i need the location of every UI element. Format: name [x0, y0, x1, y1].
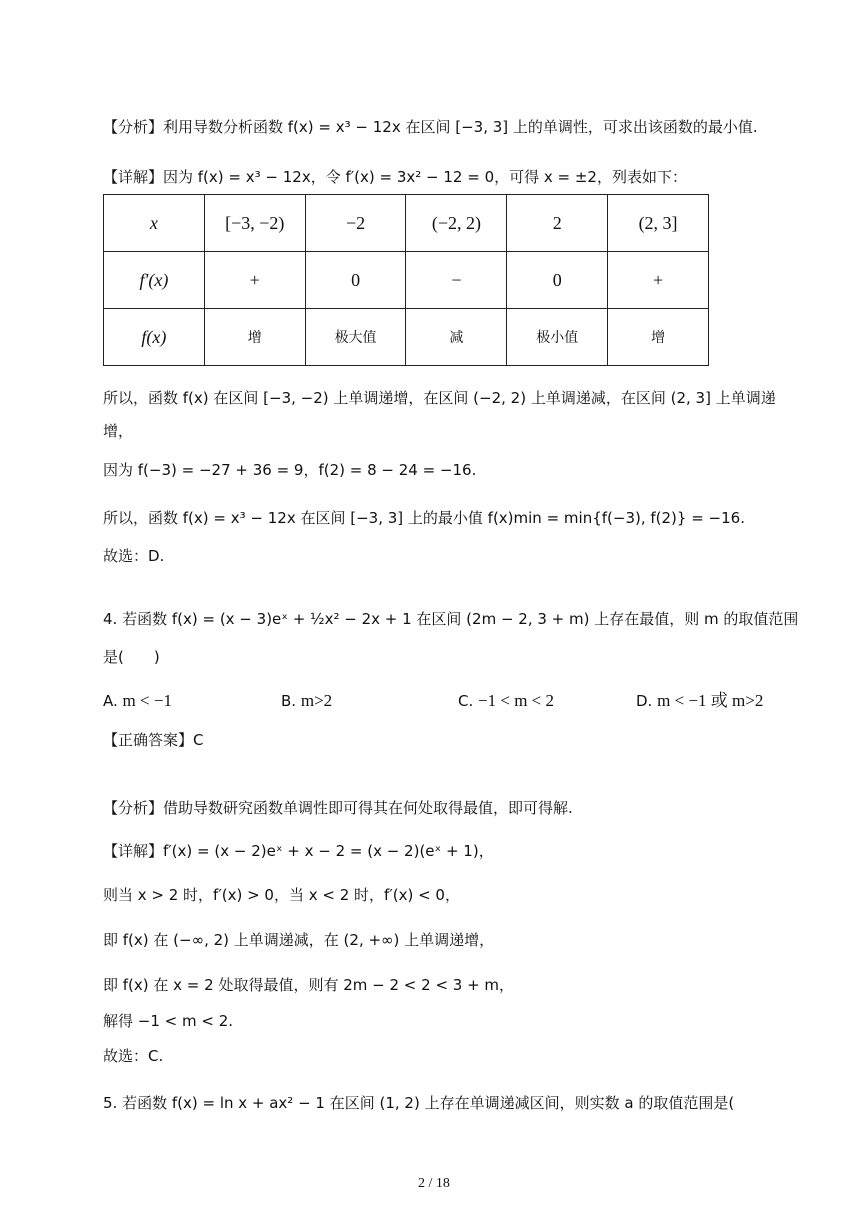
- table-cell: +: [204, 252, 305, 309]
- table-cell: f(x): [104, 309, 205, 366]
- q3-values: 因为 f(−3) = −27 + 36 = 9，f(2) = 8 − 24 = −16.: [103, 461, 477, 479]
- q4-stem-line1: 4. 若函数 f(x) = (x − 3)eˣ + ½x² − 2x + 1 在区间 (2m − 2, 3 + m) 上存在最值，则 m 的取值范围: [103, 610, 799, 628]
- table-cell: 增: [608, 309, 709, 366]
- q5-stem: 5. 若函数 f(x) = ln x + ax² − 1 在区间 (1, 2) 上存在单调递减区间，则实数 a 的取值范围是(: [103, 1094, 735, 1112]
- table-cell: (−2, 2): [406, 195, 507, 252]
- q3-detail: 【详解】因为 f(x) = x³ − 12x，令 f′(x) = 3x² − 12 = 0，可得 x = ±2，列表如下：: [103, 168, 687, 186]
- q4-step1: 则当 x > 2 时，f′(x) > 0，当 x < 2 时，f′(x) < 0，: [103, 886, 460, 904]
- option-d: [636, 690, 763, 712]
- table-cell: 2: [507, 195, 608, 252]
- page-number: 2 / 18: [418, 1176, 450, 1191]
- q4-analysis: 【分析】借助导数研究函数单调性即可得其在何处取得最值，即可得解.: [103, 799, 573, 817]
- table-cell: 增: [204, 309, 305, 366]
- q3-conclusion-line2: 增，: [103, 422, 134, 440]
- table-cell: −: [406, 252, 507, 309]
- table-cell: x: [104, 195, 205, 252]
- q4-step4: 解得 −1 < m < 2.: [103, 1012, 234, 1030]
- option-c: [458, 690, 554, 712]
- table-cell: 极大值: [305, 309, 406, 366]
- table-cell: 0: [507, 252, 608, 309]
- option-label: B.: [281, 692, 297, 710]
- q3-analysis: 【分析】利用导数分析函数 f(x) = x³ − 12x 在区间 [−3, 3] 上的单调性，可求出该函数的最小值.: [103, 118, 758, 136]
- option-text: m < −1: [122, 691, 172, 710]
- monotonicity-table: [103, 194, 709, 366]
- q3-conclusion-line1: 所以，函数 f(x) 在区间 [−3, −2) 上单调递增，在区间 (−2, 2) 上单调递减，在区间 (2, 3] 上单调递: [103, 389, 776, 407]
- q4-step3: 即 f(x) 在 x = 2 处取得最值，则有 2m − 2 < 2 < 3 + m，: [103, 976, 515, 994]
- table-cell: (2, 3]: [608, 195, 709, 252]
- table-cell: −2: [305, 195, 406, 252]
- option-label: C.: [458, 692, 474, 710]
- option-a: [103, 690, 172, 712]
- q4-step2: 即 f(x) 在 (−∞, 2) 上单调递减，在 (2, +∞) 上单调递增，: [103, 931, 495, 949]
- table-cell: [−3, −2): [204, 195, 305, 252]
- table-cell: 0: [305, 252, 406, 309]
- q3-choice: 故选：D.: [103, 547, 165, 565]
- table-row: [104, 195, 709, 252]
- table-row: [104, 252, 709, 309]
- table-cell: +: [608, 252, 709, 309]
- option-text: m < −1 或 m>2: [657, 691, 764, 710]
- option-b: [281, 690, 332, 712]
- q3-minimum: 所以，函数 f(x) = x³ − 12x 在区间 [−3, 3] 上的最小值 f(x)min = min{f(−3), f(2)} = −16.: [103, 509, 745, 527]
- q4-detail: 【详解】f′(x) = (x − 2)eˣ + x − 2 = (x − 2)(eˣ + 1)，: [103, 842, 494, 860]
- option-text: m>2: [300, 691, 333, 710]
- table-row: [104, 309, 709, 366]
- q4-choice: 故选：C.: [103, 1047, 164, 1065]
- table-cell: 减: [406, 309, 507, 366]
- table-cell: 极小值: [507, 309, 608, 366]
- option-label: A.: [103, 692, 118, 710]
- q4-answer: 【正确答案】C: [103, 731, 204, 749]
- table-cell: f′(x): [104, 252, 205, 309]
- option-text: −1 < m < 2: [478, 691, 555, 710]
- q4-stem-line2: 是( ): [103, 648, 160, 666]
- option-label: D.: [636, 692, 653, 710]
